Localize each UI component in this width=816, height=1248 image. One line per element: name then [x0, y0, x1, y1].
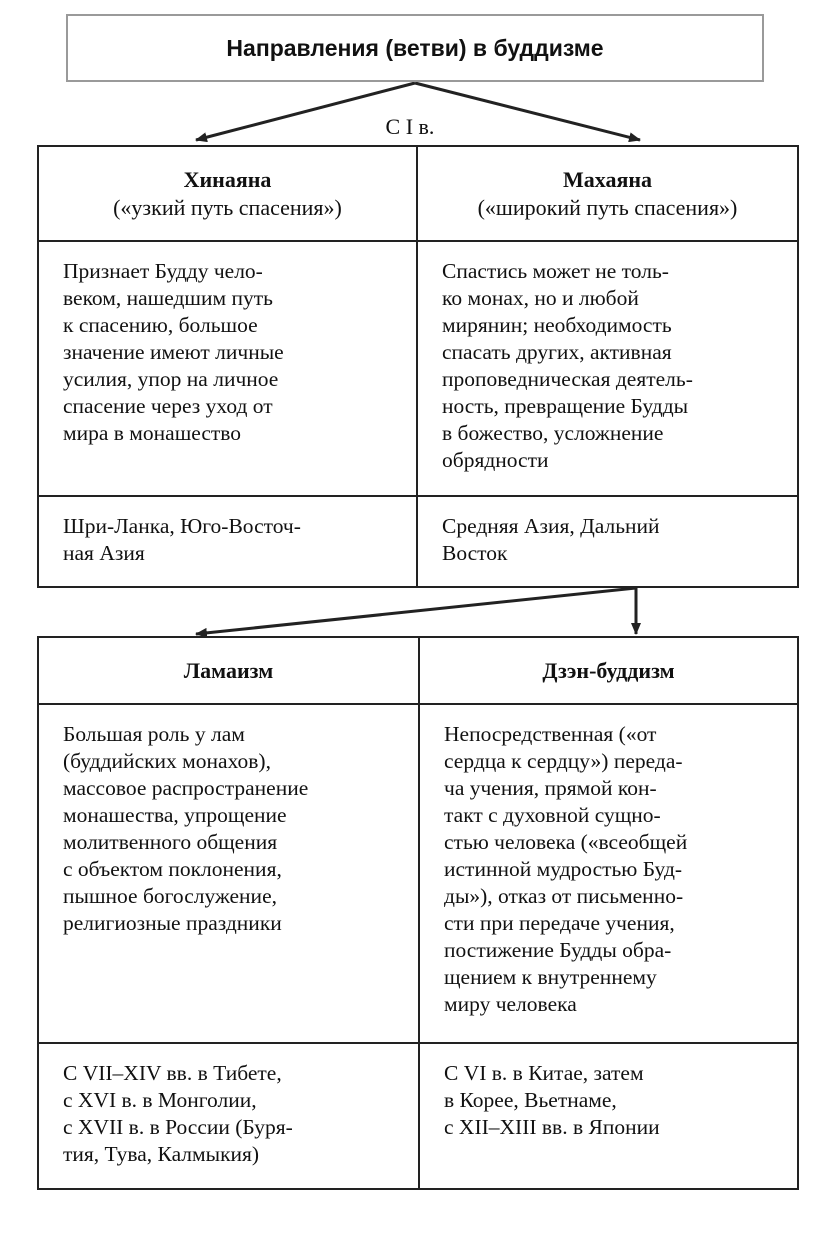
early-branches-table [37, 145, 799, 588]
mahayana-regions: Средняя Азия, Дальний Восток [442, 514, 660, 565]
hinayana-subtitle: («узкий путь спасения») [113, 194, 342, 220]
mahayana-name: Махаяна [562, 166, 653, 192]
lamaism-regions: С VII–XIV вв. в Тибете, с XVI в. в Монголии, с XVII в. в России (Буря- тия, Тува, Калмыкия) [39, 1044, 420, 1188]
zen-description: Непосредственная («от сердца к сердцу») переда- ча учения, прямой кон- такт с духовной сущно- стью человека («всеобщей истинной мудростью Буд- ды»), отказ от письменно- сти при передаче учения, постижение Будды обра- щением к внутреннему миру человека [420, 705, 797, 1044]
lamaism-header [39, 638, 420, 705]
later-branches-table [37, 636, 799, 1190]
zen-header [420, 638, 797, 705]
zen-name: Дзэн-буддизм [542, 657, 675, 683]
zen-regions: С VI в. в Китае, затем в Корее, Вьетнаме, с XII–XIII вв. в Японии [444, 1061, 660, 1139]
lamaism-name: Ламаизм [183, 657, 274, 683]
mahayana-description: Спастись может не толь- ко монах, но и любой мирянин; необходимость спасать других, активная проповедническая деятель- ность, превращение Будды в божество, усложнение обрядности [418, 242, 797, 497]
hinayana-regions: Шри-Ланка, Юго-Восточ- ная Азия [39, 497, 418, 586]
mahayana-subtitle: («широкий путь спасения») [477, 194, 738, 220]
hinayana-header [39, 147, 418, 242]
mahayana-header [418, 147, 797, 242]
lamaism-description: Большая роль у лам (буддийских монахов), массовое распространение монашества, упрощение молитвенного общения с объектом поклонения, пышное богослужение, религиозные праздники [39, 705, 420, 1044]
hinayana-description: Признает Будду чело- веком, нашедшим путь к спасению, большое значение имеют личные усилия, упор на личное спасение через уход от мира в монашество [39, 242, 418, 497]
period-label: С I в. [385, 114, 435, 139]
diagram-title: Направления (ветви) в буддизме [66, 14, 764, 82]
arrow-to-lamaism [196, 588, 636, 634]
hinayana-name: Хинаяна [183, 166, 272, 192]
